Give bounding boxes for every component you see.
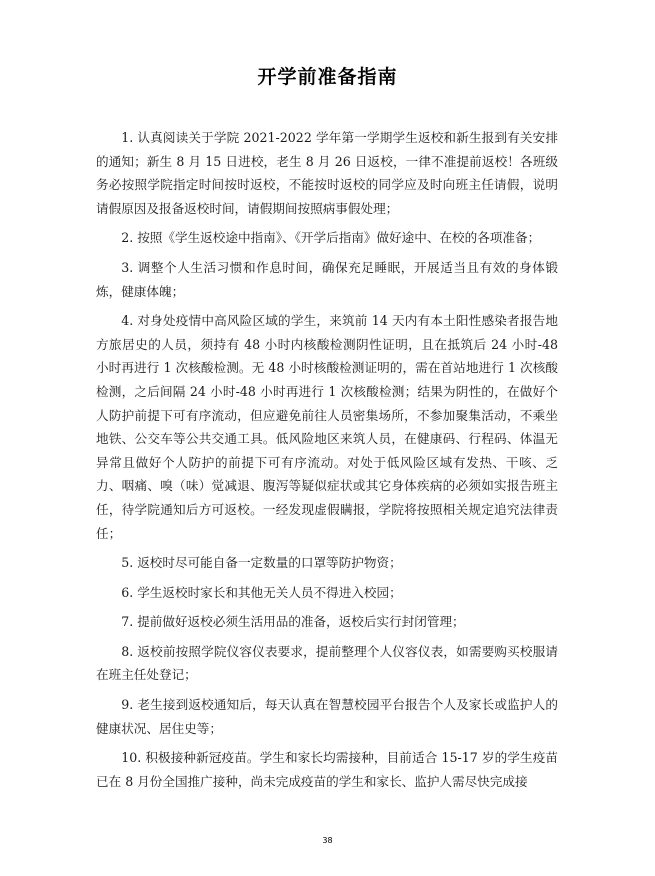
paragraph-8: 8. 返校前按照学院仪容仪表要求，提前整理个人仪容仪表，如需要购买校服请在班主任处登记； bbox=[96, 643, 558, 683]
paragraph-5: 5. 返校时尽可能自备一定数量的口罩等防护物资； bbox=[121, 555, 402, 571]
paragraph-2: 2. 按照《学生返校途中指南》、《开学后指南》做好途中、在校的各项准备； bbox=[121, 230, 541, 246]
paragraph-7: 7. 提前做好返校必须生活用品的准备，返校后实行封闭管理； bbox=[121, 614, 465, 630]
paragraph-10: 10. 积极接种新冠疫苗。学生和家长均需接种，目前适合 15-17 岁的学生疫苗已在 8 月份全国推广接种，尚未完成疫苗的学生和家长、监护人需尽快完成接 bbox=[96, 750, 558, 789]
page-number: 38 bbox=[322, 836, 333, 845]
paragraph-9: 9. 老生接到返校通知后，每天认真在智慧校园平台报告个人及家长或监护人的健康状况、居住史等； bbox=[96, 697, 558, 736]
paragraph-6: 6. 学生返校时家长和其他无关人员不得进入校园； bbox=[121, 584, 402, 600]
paragraph-4: 4. 对身处疫情中高风险区域的学生，来筑前 14 天内有本土阳性感染者报告地方旅居史的人员，须持有 48 小时内核酸检测阴性证明，且在抵筑后 24 小时-48 小时再进行 1 次核酸检测。无 48 小时核酸检测证明的，需在首站地进行 1 次核酸检测，之后间隔 24 小时-48 小时再进行 1 次核酸检测；结果为阴性的，在做好个人防护前提下可有序流动，但应避免前往人员密集场所，不参加聚集活动，不乘坐地铁、公交车等公共交通工具。低风险地区来筑人员，在健康码、行程码、体温无异常且做好个人防护的前提下可有序流动。对处于低风险区域有发热、干咳、乏力、咽痛、嗅（味）觉减退、腹泻等疑似症状或其它身体疾病的必须如实报告班主任，待学院通知后方可返校。一经发现虚假瞒报，学院将按照相关规定追究法律责任； bbox=[96, 313, 558, 541]
paragraph-1: 1. 认真阅读关于学院 2021-2022 学年第一学期学生返校和新生报到有关安排的通知；新生 8 月 15 日进校，老生 8 月 26 日返校，一律不准提前返校！各班级务必按照学院指定时间按时返校，不能按时返校的同学应及时向班主任请假，说明请假原因及报备返校时间，请假期间按照病事假处理； bbox=[96, 130, 558, 216]
document-body bbox=[96, 126, 558, 799]
page-title: 开学前准备指南 bbox=[257, 66, 398, 88]
paragraph-3: 3. 调整个人生活习惯和作息时间，确保充足睡眠，开展适当且有效的身体锻炼，健康体魄； bbox=[96, 259, 558, 299]
